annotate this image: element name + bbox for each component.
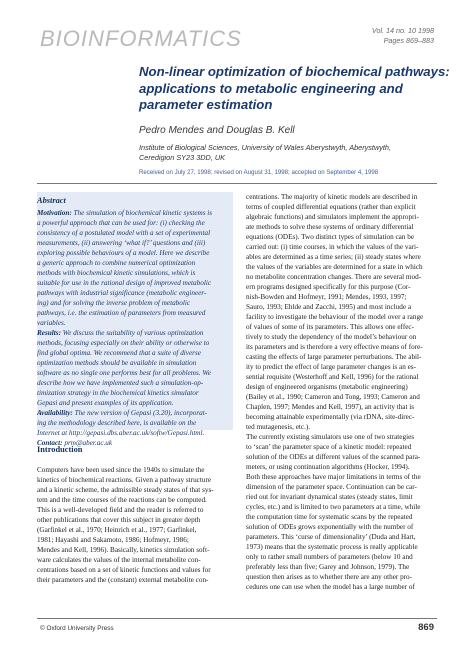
introduction-heading: Introduction xyxy=(37,445,83,454)
abstract-line xyxy=(37,268,233,278)
abstract xyxy=(37,196,233,448)
body-line: and a kinetic scheme, the admissible steady states of that sys- xyxy=(37,486,214,494)
received-dates: Received on July 27, 1998; revised on August 31, 1998; accepted on September 4, 1998 xyxy=(139,169,379,176)
title-line: applications to metabolic engineering and xyxy=(139,80,403,96)
abstract-section-label: Availability: xyxy=(37,409,73,417)
abstract-line xyxy=(37,348,233,358)
affiliation-line: Institute of Biological Sciences, University of Wales Aberystwyth, Aberystwyth, xyxy=(139,143,391,152)
affiliation xyxy=(139,143,449,163)
page-number: 869 xyxy=(418,622,434,633)
abstract-text: pathways with industrial significance (metabolic engineer- xyxy=(37,289,207,297)
abstract-text: prm@aber.ac.uk xyxy=(62,439,113,447)
abstract-line xyxy=(37,418,233,428)
introduction-body xyxy=(37,465,233,585)
abstract-line xyxy=(37,398,233,408)
pages-line: Pages 869–883 xyxy=(383,36,434,45)
abstract-text: methods with biochemical kinetic simulations, which is xyxy=(37,269,196,277)
body-line: solution of ODEs grows exponentially with the number of xyxy=(246,523,414,531)
abstract-text: a powerful approach that can be used for: (i) checking the xyxy=(37,219,205,227)
body-line: their parameters and the (constant) external metabolite con- xyxy=(37,576,209,584)
affiliation-line: Ceredigion SY23 3DD, UK xyxy=(139,153,225,163)
body-line: centrations. The majority of kinetic models are described in xyxy=(246,193,418,201)
authors: Pedro Mendes and Douglas B. Kell xyxy=(139,125,295,136)
volume-line: Vol. 14 no. 10 1998 xyxy=(371,26,434,35)
abstract-text: Internet at http://gepasi.dbs.aber.ac.uk/softw/Gepasi.html. xyxy=(37,429,205,437)
body-line: The currently existing simulators use one of two strategies xyxy=(246,433,415,441)
body-line: equations (ODEs). Two distinct types of simulation can be xyxy=(246,233,415,241)
body-line: This is a well-developed field and the reader is referred to xyxy=(37,506,204,514)
abstract-text: ing) and for solving the inverse problem of metabolic xyxy=(37,299,191,307)
body-line: ate methods to solve these systems of ordinary differential xyxy=(246,223,414,231)
abstract-text: optimization methods should be available in simulation xyxy=(37,359,197,367)
body-line: the values of the variables are determined for a state in which xyxy=(246,263,423,271)
abstract-line xyxy=(37,298,233,308)
abstract-line xyxy=(37,208,233,218)
abstract-text: Gepasi and present examples of its application. xyxy=(37,399,174,407)
body-line: algebraic functions) and simulators implement the appropri- xyxy=(246,213,419,221)
abstract-section-label: Contact: xyxy=(37,439,63,447)
body-line: (Garfinkel et al., 1970; Heinrich et al., 1977; Garfinkel, xyxy=(37,526,197,534)
copyright: © Oxford University Press xyxy=(40,625,114,632)
abstract-text: We discuss the suitability of various optimization xyxy=(60,329,204,337)
body-line: of values of some of its parameters. This allows one effec- xyxy=(246,323,414,331)
abstract-line xyxy=(37,408,233,418)
abstract-line xyxy=(37,328,233,338)
abstract-text: a generic approach to combine numerical optimization xyxy=(37,259,196,267)
body-line: ted mutagenesis, etc.). xyxy=(246,423,311,431)
abstract-text: consistency of a postulated model with a set of experimental xyxy=(37,229,211,237)
body-line: Sauro, 1993; Ehlde and Zacchi, 1995) and most include a xyxy=(246,303,412,311)
body-line: other publications that cover this subject in greater depth xyxy=(37,516,201,524)
body-line: ried out for invariant dynamical states (steady states, limit xyxy=(246,493,413,501)
body-line: 1981; Hayashi and Sakamoto, 1986; Hofmeyr, 1986; xyxy=(37,536,189,544)
body-line: Chaplen, 1997; Mendes and Kell, 1997), an activity that is xyxy=(246,403,415,411)
abstract-text: find global optima. We recommend that a suite of diverse xyxy=(37,349,201,357)
abstract-line xyxy=(37,358,233,368)
abstract-body xyxy=(37,208,233,448)
body-line: meters, or using continuation algorithms (Hocker, 1994). xyxy=(246,463,410,471)
title-line: Non-linear optimization of biochemical pathways: xyxy=(139,64,450,79)
abstract-text: measurements, (ii) answering ‘what if?’ questions and (iii) xyxy=(37,239,206,247)
body-line: dimension of the parameter space. Continuation can be car- xyxy=(246,483,417,491)
body-line: solution of the ODEs at different values of the scanned para- xyxy=(246,453,421,461)
abstract-text: timization strategy in the biochemical kinetics simulator xyxy=(37,389,199,397)
body-line: no metabolite concentration changes. There are several mod- xyxy=(246,273,422,281)
abstract-line xyxy=(37,388,233,398)
body-line: facility to investigate the behaviour of the model over a range xyxy=(246,313,424,321)
abstract-text: exploring possible behaviours of a model. Here we describe xyxy=(37,249,210,257)
abstract-line xyxy=(37,368,233,378)
body-line: tem and the time courses of the reactions can be computed. xyxy=(37,496,207,504)
body-line: ern programs designed specifically for this purpose (Cor- xyxy=(246,283,411,291)
journal-name: BIOINFORMATICS xyxy=(40,26,242,51)
abstract-line xyxy=(37,378,233,388)
body-line: design of engineered organisms (metabolic engineering) xyxy=(246,383,408,391)
body-line: Both these approaches have major limitations in terms of the xyxy=(246,473,421,481)
body-line: sential requisite (Westerhoff and Kell, 1996) for the rational xyxy=(246,373,419,381)
body-line: question then arises as to whether there are any other pro- xyxy=(246,573,413,581)
article-title xyxy=(139,64,449,114)
body-line: casting the effects of large parameter perturbations. The abil- xyxy=(246,353,422,361)
right-column-body xyxy=(246,192,442,592)
abstract-line xyxy=(37,318,233,328)
body-line: ware calculates the values of the internal metabolite con- xyxy=(37,556,201,564)
abstract-line xyxy=(37,308,233,318)
abstract-text: software as no single one performs best for all problems. We xyxy=(37,369,211,377)
body-line: preferably less than five; Garey and Johnson, 1979). The xyxy=(246,563,410,571)
body-line: ables are determined as a time series; (ii) steady states where xyxy=(246,253,421,261)
abstract-line xyxy=(37,228,233,238)
body-line: (Bailey et al., 1990; Cameron and Tong, 1993; Cameron and xyxy=(246,393,420,401)
header-divider xyxy=(37,183,437,184)
abstract-line xyxy=(37,248,233,258)
body-line: centrations based on a set of kinetic functions and values for xyxy=(37,566,211,574)
abstract-text: variables. xyxy=(37,319,66,327)
abstract-line xyxy=(37,428,233,438)
abstract-heading: Abstract xyxy=(37,196,66,205)
body-line: nish-Bowden and Hofmeyr, 1991; Mendes, 1993, 1997; xyxy=(246,293,407,301)
abstract-text: The simulation of biochemical kinetic systems is xyxy=(71,209,213,217)
body-line: terms of coupled differential equations (rather than explicit xyxy=(246,203,416,211)
body-line: kinetics of biochemical reactions. Given a pathway structure xyxy=(37,476,212,484)
abstract-line xyxy=(37,258,233,268)
abstract-text: suitable for use in the rational design of improved metabolic xyxy=(37,279,212,287)
footer-divider xyxy=(37,618,437,619)
body-line: becoming attainable experimentally (via rDNA, site-direc- xyxy=(246,413,415,421)
abstract-text: describe how we have implemented such a simulation-op- xyxy=(37,379,204,387)
abstract-text: pathways, i.e. the estimation of parameters from measured xyxy=(37,309,206,317)
title-line: parameter estimation xyxy=(139,97,273,113)
body-line: 1973) means that the systematic process is really applicable xyxy=(246,543,418,551)
body-line: cedures one can use when the model has a large number of xyxy=(246,583,415,591)
body-line: parameters. This ‘curse of dimensionality’ (Duda and Hart, xyxy=(246,533,416,541)
body-line: the computation time for systematic scans by the repeated xyxy=(246,513,413,521)
abstract-section-label: Results: xyxy=(37,329,61,337)
body-line: Mendes and Kell, 1996). Basically, kinetics simulation soft- xyxy=(37,546,210,554)
body-line: its parameters and is therefore a very effective means of fore- xyxy=(246,343,423,351)
abstract-line xyxy=(37,238,233,248)
abstract-section-label: Motivation: xyxy=(37,209,72,217)
body-line: to ‘scan’ the parameter space of a kinetic model: repeated xyxy=(246,443,412,451)
body-line: Computers have been used since the 1940s to simulate the xyxy=(37,466,205,474)
body-line: ity to predict the effect of large parameter changes is an es- xyxy=(246,363,416,371)
volume-info xyxy=(372,26,434,46)
abstract-text: The new version of Gepasi (3.20), incorporat- xyxy=(72,409,208,417)
abstract-line xyxy=(37,288,233,298)
body-line: carried out: (i) time courses, in which the values of the vari- xyxy=(246,243,419,251)
body-line: cycles, etc.) and is limited to two parameters at a time, while xyxy=(246,503,421,511)
abstract-line xyxy=(37,338,233,348)
abstract-line xyxy=(37,218,233,228)
abstract-line xyxy=(37,278,233,288)
body-line: tively to study the dependency of the model’s behaviour on xyxy=(246,333,417,341)
body-line: only to rather small numbers of parameters (below 10 and xyxy=(246,553,413,561)
abstract-text: methods, focusing especially on their ability or otherwise to xyxy=(37,339,210,347)
abstract-text: ing the methodology described here, is available on the xyxy=(37,419,197,427)
